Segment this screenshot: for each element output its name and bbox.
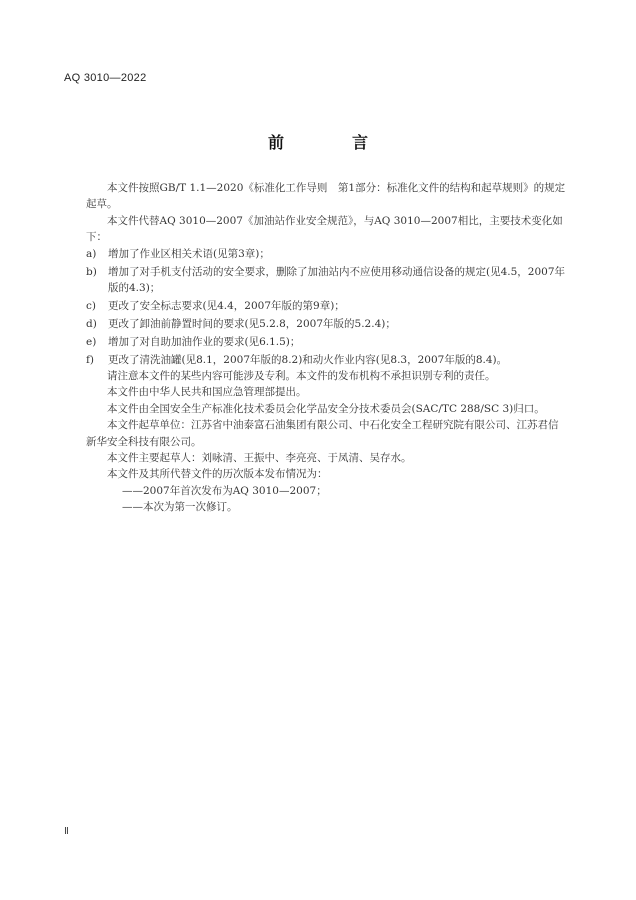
foreword-body <box>86 180 566 516</box>
list-item <box>86 352 566 368</box>
list-marker: c) <box>86 299 96 312</box>
changes-list <box>86 246 566 368</box>
list-text: 更改了安全标志要求(见4.4，2007年版的第9章)； <box>108 299 345 312</box>
list-item <box>86 316 566 332</box>
page-title: 前 言 <box>267 133 394 152</box>
paragraph-proposed-by: 本文件由中华人民共和国应急管理部提出。 <box>107 386 307 399</box>
history-item: ——本次为第一次修订。 <box>122 501 238 514</box>
paragraph-drafting-units: 本文件起草单位：江苏省中油泰富石油集团有限公司、中石化安全工程研究院有限公司、江苏君信新华安全科技有限公司。 <box>86 419 559 448</box>
list-item <box>86 298 566 314</box>
list-text: 更改了清洗油罐(见8.1，2007年版的8.2)和动火作业内容(见8.3，2007年版的8.4)。 <box>108 353 508 366</box>
list-item <box>86 246 566 262</box>
paragraph-history-intro: 本文件及其所代替文件的历次版本发布情况为： <box>107 468 328 481</box>
list-text: 增加了作业区相关术语(见第3章)； <box>108 247 270 260</box>
list-item <box>86 334 566 350</box>
list-marker: d) <box>86 317 97 330</box>
list-item <box>86 264 566 297</box>
list-text: 增加了对自助加油作业的要求(见6.1.5)； <box>108 335 301 348</box>
paragraph-drafting-rules: 本文件按照GB/T 1.1—2020《标准化工作导则 第1部分：标准化文件的结构和起草规则》的规定起草。 <box>86 182 566 211</box>
page-number: Ⅱ <box>64 826 69 837</box>
list-text: 更改了卸油前静置时间的要求(见5.2.8，2007年版的5.2.4)； <box>108 317 396 330</box>
paragraph-patent-note: 请注意本文件的某些内容可能涉及专利。本文件的发布机构不承担识别专利的责任。 <box>107 369 496 382</box>
paragraph-replaces: 本文件代替AQ 3010—2007《加油站作业安全规范》，与AQ 3010—2007相比，主要技术变化如下： <box>86 214 563 244</box>
history-item: ——2007年首次发布为AQ 3010—2007； <box>122 484 327 497</box>
paragraph-drafters: 本文件主要起草人：刘咏清、王振中、李亮亮、于凤清、吴存水。 <box>107 452 412 464</box>
list-marker: b) <box>86 265 97 278</box>
list-marker: f) <box>86 353 94 366</box>
document-code: AQ 3010—2022 <box>64 72 147 84</box>
list-marker: a) <box>86 247 97 260</box>
paragraph-managed-by: 本文件由全国安全生产标准化技术委员会化学品安全分技术委员会(SAC/TC 288/SC 3)归口。 <box>107 402 545 415</box>
list-text: 增加了对手机支付活动的安全要求，删除了加油站内不应使用移动通信设备的规定(见4.5，2007年版的4.3)； <box>108 265 566 294</box>
list-marker: e) <box>86 335 97 348</box>
